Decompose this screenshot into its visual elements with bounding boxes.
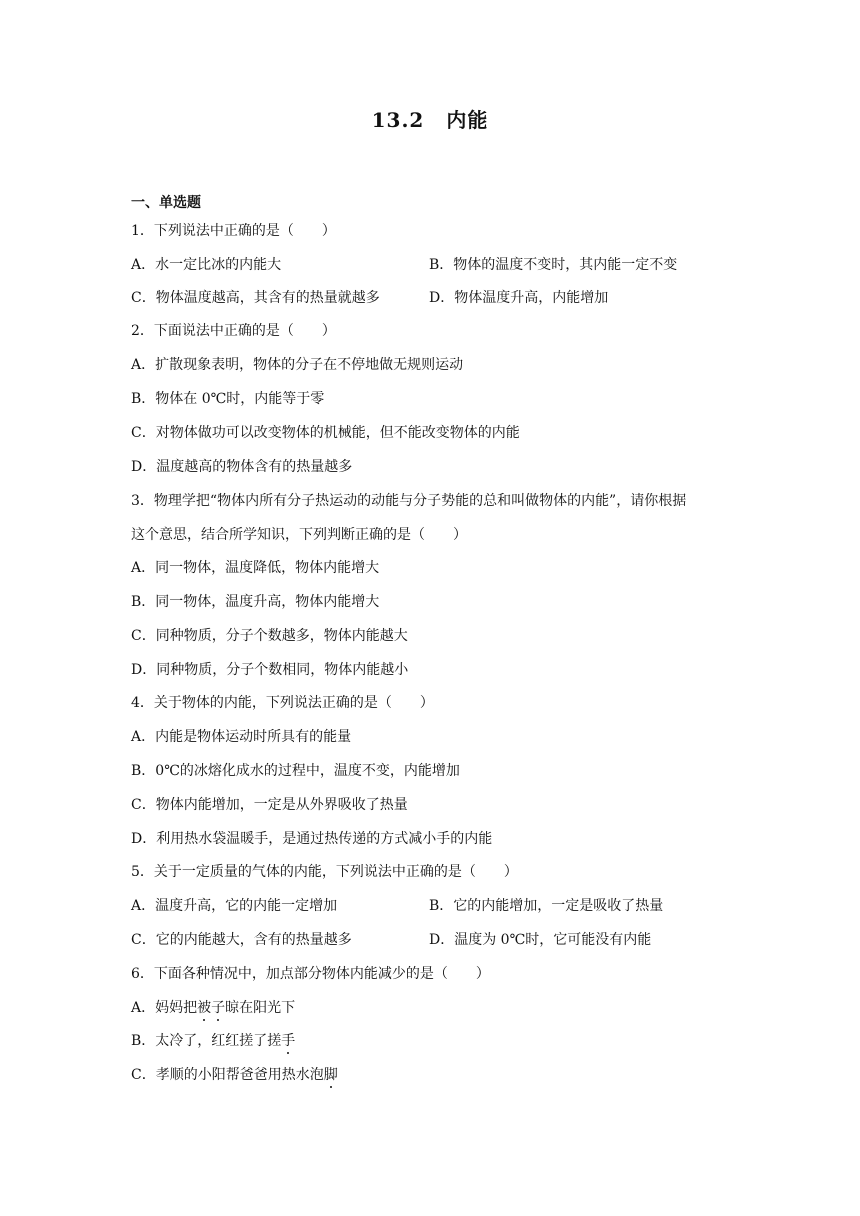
emphasis-dot-char: 手 xyxy=(281,1033,296,1049)
option-c-text: C．孝顺的小阳帮爸爸用热水泡 xyxy=(131,1067,324,1083)
question-5-stem: 5．关于一定质量的气体的内能，下列说法中正确的是（ ） xyxy=(131,864,518,880)
emphasis-dot-char: 子 xyxy=(211,1000,226,1016)
option-b-text: B．太冷了，红红搓了搓 xyxy=(131,1033,282,1049)
question-1-option-a: A．水一定比冰的内能大 xyxy=(131,257,282,273)
question-3-option-d: D．同种物质，分子个数相同，物体内能越小 xyxy=(131,662,409,678)
question-3-option-c: C．同种物质，分子个数越多，物体内能越大 xyxy=(131,628,408,644)
question-2-option-c: C．对物体做功可以改变物体的机械能，但不能改变物体的内能 xyxy=(131,425,520,441)
option-a-text: A．妈妈把 xyxy=(131,1000,198,1016)
question-6-stem: 6．下面各种情况中，加点部分物体内能减少的是（ ） xyxy=(131,966,490,982)
question-2-option-d: D．温度越高的物体含有的热量越多 xyxy=(131,459,353,475)
page-title xyxy=(0,104,860,133)
question-3-stem-line-1: 3．物理学把“物体内所有分子热运动的动能与分子势能的总和叫做物体的内能”，请你根据 xyxy=(131,493,687,509)
question-5-option-b: B．它的内能增加，一定是吸收了热量 xyxy=(429,898,664,914)
title-number: 13.2 xyxy=(371,108,425,132)
emphasis-dot-char: 被 xyxy=(197,1000,212,1016)
question-1-option-c: C．物体温度越高，其含有的热量就越多 xyxy=(131,290,380,306)
question-3-option-a: A．同一物体，温度降低，物体内能增大 xyxy=(131,560,380,576)
question-4-option-b: B．0℃的冰熔化成水的过程中，温度不变，内能增加 xyxy=(131,763,460,779)
section-heading: 一、单选题 xyxy=(131,195,201,211)
question-4-option-c: C．物体内能增加，一定是从外界吸收了热量 xyxy=(131,797,408,813)
question-3-stem-line-2: 这个意思，结合所学知识，下列判断正确的是（ ） xyxy=(131,527,467,543)
question-2-option-a: A．扩散现象表明，物体的分子在不停地做无规则运动 xyxy=(131,357,464,373)
question-3-option-b: B．同一物体，温度升高，物体内能增大 xyxy=(131,594,380,610)
question-6-option-b xyxy=(131,1031,295,1051)
emphasis-dot-char: 脚 xyxy=(323,1067,338,1083)
question-4-option-d: D．利用热水袋温暖手，是通过热传递的方式减小手的内能 xyxy=(131,831,493,847)
question-5-option-c: C．它的内能越大，含有的热量越多 xyxy=(131,932,352,948)
question-5-option-d: D．温度为 0℃时，它可能没有内能 xyxy=(429,932,652,948)
option-a-text-end: 晾在阳光下 xyxy=(225,1000,296,1016)
question-2-stem: 2．下面说法中正确的是（ ） xyxy=(131,323,336,339)
question-5-option-a: A．温度升高，它的内能一定增加 xyxy=(131,898,338,914)
question-6-option-a xyxy=(131,998,295,1018)
question-4-stem: 4．关于物体的内能，下列说法正确的是（ ） xyxy=(131,695,434,711)
question-1-option-b: B．物体的温度不变时，其内能一定不变 xyxy=(429,257,678,273)
question-1-stem: 1．下列说法中正确的是（ ） xyxy=(131,223,336,239)
question-4-option-a: A．内能是物体运动时所具有的能量 xyxy=(131,729,352,745)
question-1-option-d: D．物体温度升高，内能增加 xyxy=(429,290,609,306)
question-6-option-c xyxy=(131,1065,338,1085)
title-text: 内能 xyxy=(446,108,489,132)
question-2-option-b: B．物体在 0℃时，内能等于零 xyxy=(131,391,325,407)
